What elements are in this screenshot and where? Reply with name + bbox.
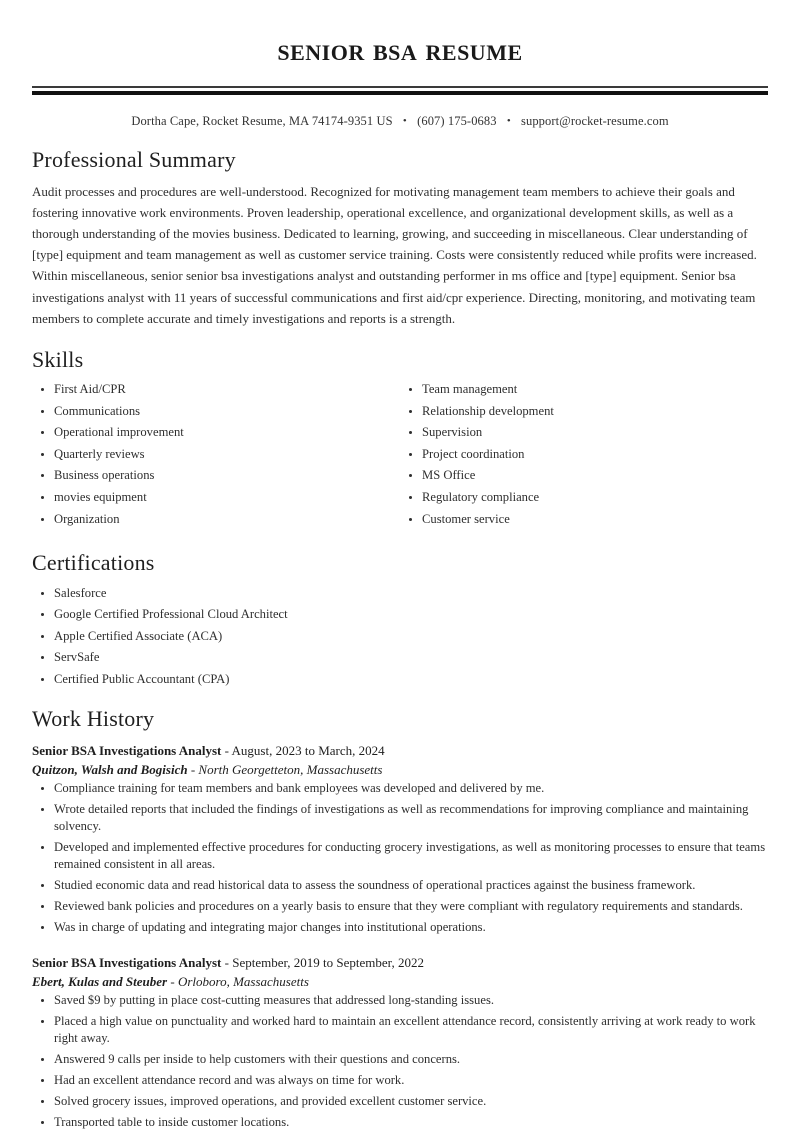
list-item: Apple Certified Associate (ACA) [32,628,768,645]
job-company-separator: - [190,762,196,778]
job-title: Senior BSA Investigations Analyst [32,742,222,758]
list-item: Project coordination [400,446,768,463]
list-item: Studied economic data and read historical data to assess the soundness of operational practices against the business framework. [32,877,768,894]
work-history-entry [32,741,768,937]
list-item: movies equipment [32,489,400,506]
job-title: Senior BSA Investigations Analyst [32,954,222,970]
contact-email: support@rocket-resume.com [521,114,669,128]
job-company: Ebert, Kulas and Steuber [32,974,168,990]
work-history-entry [32,953,768,1131]
list-item: Communications [32,403,400,420]
job-dates: September, 2019 to September, 2022 [232,954,424,970]
contact-phone: (607) 175-0683 [417,114,497,128]
skills-list-right [400,381,768,528]
section-professional-summary [32,147,768,329]
header-divider [32,86,768,95]
list-item: Saved $9 by putting in place cost-cutting measures that addressed long-standing issues. [32,992,768,1009]
skills-list-left [32,381,400,528]
page-title: senior bsa resume [277,32,523,67]
section-heading-certifications: Certifications [32,550,155,576]
list-item: Reviewed bank policies and procedures on a yearly basis to ensure that they were compliant with regulatory requirements and standards. [32,898,768,915]
list-item: Placed a high value on punctuality and worked hard to maintain an excellent attendance record, consistently arriving at work ready to work right away. [32,1013,768,1047]
list-item: Team management [400,381,768,398]
skills-column-right [400,381,768,532]
contact-separator-1: • [402,115,407,127]
list-item: Developed and implemented effective procedures for conducting grocery investigations, as well as monitoring processes to ensure that teams remained consistent in all areas. [32,839,768,873]
list-item: First Aid/CPR [32,381,400,398]
section-certifications [32,550,768,688]
list-item: Answered 9 calls per inside to help customers with their questions and concerns. [32,1051,768,1068]
job-bullets-list [32,780,768,937]
contact-line [32,114,768,129]
list-item: Operational improvement [32,424,400,441]
section-heading-work-history: Work History [32,706,155,732]
list-item: Organization [32,511,400,528]
job-location: North Georgetteton, Massachusetts [198,762,383,778]
contact-separator-2: • [506,115,511,127]
section-heading-professional-summary: Professional Summary [32,147,236,172]
list-item: MS Office [400,467,768,484]
list-item: Transported table to inside customer locations. [32,1114,768,1131]
list-item: Supervision [400,424,768,441]
professional-summary-text: Audit processes and procedures are well-understood. Recognized for motivating management team members to achieve their goals and fostering innovative work environments. Proven leadership, operational excellence, and organizational development skills, as well as a thorough understanding of the movies business. Dedicated to learning, growing, and succeeding in miscellaneous. Clear understanding of [type] equipment and team management as well as customer service training. Costs were consistently reduced while profits were increased. Within miscellaneous, senior senior bsa investigations analyst and outstanding performer in ms office and [type] equipment. Senior bsa investigations analyst with 11 years of successful communications and first aid/cpr experience. Directing, monitoring, and motivating team members to complete accurate and timely investigations and reports is a strength. [32,184,757,326]
job-dates: August, 2023 to March, 2024 [231,742,385,758]
section-skills [32,347,768,533]
list-item: Was in charge of updating and integrating major changes into institutional operations. [32,919,768,936]
list-item: Certified Public Accountant (CPA) [32,671,768,688]
list-item: Regulatory compliance [400,489,768,506]
job-company-line [32,760,768,780]
skills-grid [32,381,768,532]
job-bullets-list [32,992,768,1131]
certifications-list [32,585,768,689]
job-title-line [32,953,768,973]
list-item: Business operations [32,467,400,484]
list-item: Customer service [400,511,768,528]
list-item: Google Certified Professional Cloud Architect [32,606,768,623]
list-item: ServSafe [32,649,768,666]
section-work-history [32,706,768,1131]
list-item: Compliance training for team members and bank employees was developed and delivered by me. [32,780,768,797]
job-title-separator: - [224,742,229,758]
section-heading-skills: Skills [32,346,84,372]
list-item: Relationship development [400,403,768,420]
list-item: Wrote detailed reports that included the findings of investigations as well as recommendations for improving compliance and maintaining solvency. [32,801,768,835]
skills-column-left [32,381,400,532]
job-title-separator: - [224,954,229,970]
job-title-line [32,741,768,761]
list-item: Quarterly reviews [32,446,400,463]
list-item: Salesforce [32,585,768,602]
job-company-separator: - [170,974,175,990]
job-location: Orloboro, Massachusetts [177,974,309,990]
job-company-line [32,972,768,992]
job-company: Quitzon, Walsh and Bogisich [32,762,188,778]
contact-address: Dortha Cape, Rocket Resume, MA 74174-9351 US [131,114,393,128]
divider-thick-line [32,91,768,95]
list-item: Solved grocery issues, improved operations, and provided excellent customer service. [32,1093,768,1110]
list-item: Had an excellent attendance record and was always on time for work. [32,1072,768,1089]
